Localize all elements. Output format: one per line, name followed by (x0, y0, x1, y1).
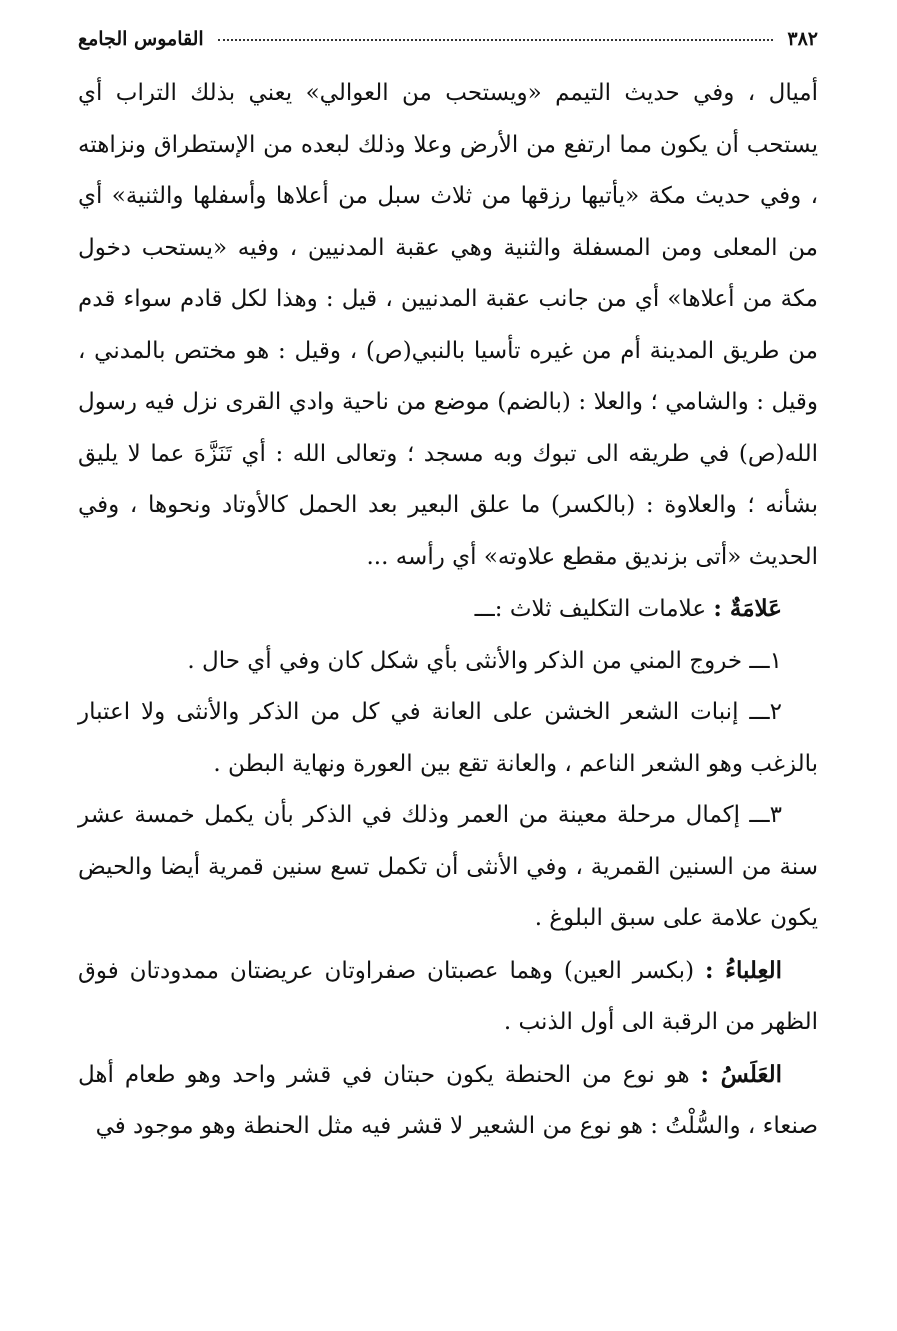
body-text (78, 68, 818, 1153)
paragraph-ala-continued (78, 68, 818, 583)
list-item-2 (78, 687, 818, 790)
paragraph-text: أميال ، وفي حديث التيمم «ويستحب من العوالي» يعني بذلك التراب أي يستحب أن يكون مما ارتفع من الأرض وعلا وذلك لبعده من الإستطراق ونزاهته ، وفي حديث مكة «يأتيها رزقها من ثلاث سبل من أعلاها وأسفلها والثنية» أي من المعلى ومن المسفلة والثنية وهي عقبة المدنيين ، وفيه «يستحب دخول مكة من أعلاها» أي من جانب عقبة المدنيين ، قيل : وهذا لكل قادم سواء قدم من طريق المدينة أم من غيره تأسيا بالنبي(ص) ، وقيل : هو مختص بالمدني ، وقيل : والشامي ؛ والعلا : (بالضم) موضع من ناحية وادي القرى نزل فيه رسول الله(ص) في طريقه الى تبوك وبه مسجد ؛ وتعالى الله : أي تَنَزَّهَ عما لا يليق بشأنه ؛ والعلاوة : (بالكسر) ما علق البعير بعد الحمل كالأوتاد ونحوها ، وفي الحديث «أتى بزنديق مقطع علاوته» أي رأسه ... (78, 80, 818, 570)
book-title: القاموس الجامع (78, 28, 204, 50)
list-item-text: ٣ـــ إكمال مرحلة معينة من العمر وذلك في الذكر بأن يكمل خمسة عشر سنة من السنين القمرية ، وفي الأنثى أن تكمل تسع سنين قمرية أيضا والحيض يكون علامة على سبق البلوغ . (78, 802, 818, 931)
entry-text: (بكسر العين) وهما عصبتان صفراوتان عريضتان ممدودتان فوق الظهر من الرقبة الى أول الذنب . (78, 957, 818, 1035)
entry-text: علامات التكليف ثلاث :ـــ (474, 596, 714, 622)
entry-alas (78, 1049, 818, 1153)
entry-headword: عَلامَةٌ : (713, 595, 782, 622)
entry-headword: العِلباءُ : (705, 956, 782, 984)
dotted-leader (218, 39, 774, 41)
list-item-text: ١ـــ خروج المني من الذكر والأنثى بأي شكل كان وفي أي حال . (187, 647, 782, 674)
running-header (78, 28, 818, 68)
list-item-3 (78, 790, 818, 945)
entry-text: هو نوع من الحنطة يكون حبتان في قشر واحد وهو طعام أهل صنعاء ، والسُّلْتُ : هو نوع من الشعير لا قشر فيه مثل الحنطة وهو موجود في (78, 1061, 818, 1139)
entry-alama (78, 583, 818, 636)
page-number: ٣٨٢ (787, 28, 818, 50)
entry-ilba (78, 945, 818, 1049)
list-item-1 (78, 636, 818, 688)
list-item-text: ٢ـــ إنبات الشعر الخشن على العانة في كل من الذكر والأنثى ولا اعتبار بالزغب وهو الشعر الناعم ، والعانة تقع بين العورة ونهاية البطن . (78, 699, 818, 777)
document-page (78, 28, 818, 1153)
entry-headword: العَلَسُ : (700, 1060, 782, 1088)
